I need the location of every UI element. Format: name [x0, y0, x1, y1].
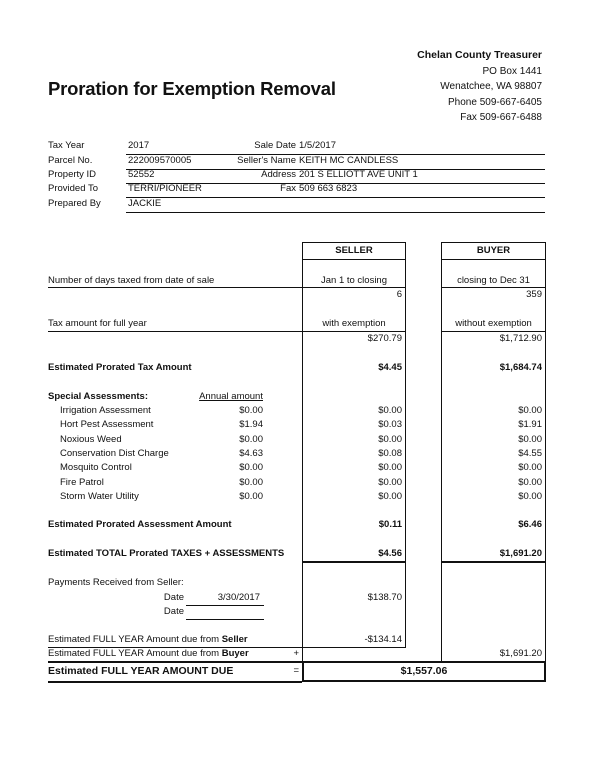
buyer-column-header: BUYER	[476, 245, 511, 256]
total-prorated-label: Estimated TOTAL Prorated TAXES + ASSESSMENTS	[48, 548, 285, 559]
assessment-name: Conservation Dist Charge	[60, 448, 169, 459]
seller-name-value: KEITH MC CANDLESS	[299, 155, 399, 166]
seller-payment-value: $138.70	[367, 592, 402, 603]
assessment-annual: $0.00	[239, 462, 263, 473]
assessment-seller: $0.00	[378, 462, 402, 473]
assessment-name: Mosquito Control	[60, 462, 132, 473]
total-due-value: $1,557.06	[400, 665, 448, 677]
assessment-buyer: $0.00	[518, 434, 542, 445]
due-buyer-label-prefix: Estimated FULL YEAR Amount due from	[48, 648, 222, 659]
sale-date-label: Sale Date	[254, 140, 296, 151]
assessment-name: Storm Water Utility	[60, 491, 139, 502]
seller-tax-value: $270.79	[367, 333, 402, 344]
org-phone: Phone 509-667-6405	[448, 96, 542, 108]
due-seller-label	[48, 634, 248, 645]
prorated-assessment-label: Estimated Prorated Assessment Amount	[48, 519, 232, 530]
tax-full-year-label: Tax amount for full year	[48, 318, 147, 329]
provided-to-label: Provided To	[48, 183, 98, 194]
prorated-tax-label: Estimated Prorated Tax Amount	[48, 362, 192, 373]
prepared-by-underline	[126, 212, 545, 213]
buyer-lower-right-border	[545, 562, 546, 662]
plus-operator: +	[293, 648, 299, 659]
buyer-total-line	[441, 561, 546, 563]
assessment-name: Hort Pest Assessment	[60, 419, 154, 430]
annual-amount-header: Annual amount	[199, 391, 263, 402]
provided-to-value: TERRI/PIONEER	[128, 183, 202, 194]
property-id-label: Property ID	[48, 169, 97, 180]
assessment-annual: $0.00	[239, 405, 263, 416]
days-row-line-left	[48, 287, 302, 288]
org-fax: Fax 509-667-6488	[460, 112, 542, 123]
tax-year-label: Tax Year	[48, 140, 85, 151]
days-taxed-label: Number of days taxed from date of sale	[48, 275, 215, 286]
payment-date-1-underline	[186, 605, 264, 606]
assessment-buyer: $0.00	[518, 405, 542, 416]
seller-header-divider	[302, 259, 406, 260]
seller-total-prorated: $4.56	[378, 548, 402, 559]
fax-label: Fax	[280, 183, 296, 194]
prepared-by-value: JACKIE	[128, 198, 162, 209]
assessment-name: Irrigation Assessment	[60, 405, 151, 416]
org-name: Chelan County Treasurer	[417, 49, 542, 61]
address-value: 201 S ELLIOTT AVE UNIT 1	[299, 169, 418, 180]
payment-date-label-2: Date	[163, 606, 184, 617]
buyer-tax-desc: without exemption	[455, 318, 532, 329]
tax-row-line-seller	[302, 331, 406, 332]
days-row-line-seller	[302, 287, 406, 288]
seller-days-desc: Jan 1 to closing	[320, 275, 387, 286]
equals-operator: =	[293, 665, 299, 676]
seller-column-header: SELLER	[335, 245, 373, 256]
due-buyer-label	[48, 648, 249, 659]
seller-name-label: Seller's Name	[237, 155, 296, 166]
due-buyer-label-bold: Buyer	[221, 648, 249, 659]
treasurer-contact-block	[417, 48, 542, 126]
seller-lower-right-border	[405, 562, 406, 647]
seller-tax-desc: with exemption	[322, 318, 386, 329]
fax-underline	[297, 197, 545, 198]
seller-prorated-assessment: $0.11	[378, 519, 402, 530]
sale-date-value: 1/5/2017	[299, 140, 336, 151]
org-address-line-2: Wenatchee, WA 98807	[440, 81, 542, 92]
tax-year-value: 2017	[128, 140, 150, 151]
parcel-no-value: 222009570005	[128, 155, 192, 166]
buyer-prorated-assessment: $6.46	[518, 519, 542, 530]
due-seller-value: -$134.14	[364, 634, 402, 645]
total-due-label: Estimated FULL YEAR AMOUNT DUE	[48, 665, 234, 677]
buyer-days-desc: closing to Dec 31	[457, 275, 530, 286]
assessment-name: Fire Patrol	[60, 477, 104, 488]
payments-label: Payments Received from Seller:	[48, 577, 184, 588]
due-seller-label-prefix: Estimated FULL YEAR Amount due from	[48, 634, 222, 645]
page-title: Proration for Exemption Removal	[48, 78, 336, 99]
org-address-line-1: PO Box 1441	[482, 65, 542, 77]
special-assessments-label: Special Assessments:	[48, 391, 148, 402]
payment-date-label-1: Date	[163, 592, 184, 603]
assessment-annual: $1.94	[239, 419, 263, 430]
assessment-annual: $0.00	[239, 477, 263, 488]
assessment-buyer: $0.00	[518, 491, 542, 502]
buyer-lower-left-border	[441, 562, 442, 662]
assessment-annual: $0.00	[239, 491, 263, 502]
assessment-name: Noxious Weed	[60, 434, 122, 445]
assessment-seller: $0.00	[378, 434, 402, 445]
seller-total-line	[302, 561, 406, 563]
payment-date-2-underline	[186, 619, 264, 620]
property-id-value: 52552	[128, 169, 155, 180]
address-label: Address	[261, 169, 296, 180]
assessment-buyer: $0.00	[518, 462, 542, 473]
assessment-seller: $0.00	[378, 405, 402, 416]
buyer-prorated-tax: $1,684.74	[499, 362, 542, 373]
buyer-header-divider	[441, 259, 546, 260]
fax-value: 509 663 6823	[299, 183, 358, 194]
due-seller-label-bold: Seller	[221, 634, 248, 645]
assessment-buyer: $1.91	[518, 419, 542, 430]
total-due-bottom-line	[48, 681, 302, 683]
seller-prorated-tax: $4.45	[378, 362, 402, 373]
buyer-total-prorated: $1,691.20	[499, 548, 542, 559]
assessment-buyer: $4.55	[518, 448, 542, 459]
days-row-line-buyer	[441, 287, 546, 288]
assessment-annual: $0.00	[239, 434, 263, 445]
assessment-seller: $0.08	[378, 448, 402, 459]
tax-row-line-left	[48, 331, 302, 332]
payment-date-value-1[interactable]: 3/30/2017	[217, 592, 260, 603]
assessment-seller: $0.00	[378, 491, 402, 502]
tax-row-line-buyer	[441, 331, 546, 332]
assessment-buyer: $0.00	[518, 477, 542, 488]
buyer-tax-value: $1,712.90	[499, 333, 542, 344]
prepared-by-label: Prepared By	[48, 198, 101, 209]
buyer-days-value: 359	[526, 289, 542, 300]
assessment-seller: $0.03	[378, 419, 402, 430]
parcel-no-label: Parcel No.	[48, 155, 93, 166]
assessment-annual: $4.63	[239, 448, 263, 459]
seller-days-value: 6	[396, 289, 402, 300]
due-buyer-value: $1,691.20	[499, 648, 542, 659]
assessment-seller: $0.00	[378, 477, 402, 488]
